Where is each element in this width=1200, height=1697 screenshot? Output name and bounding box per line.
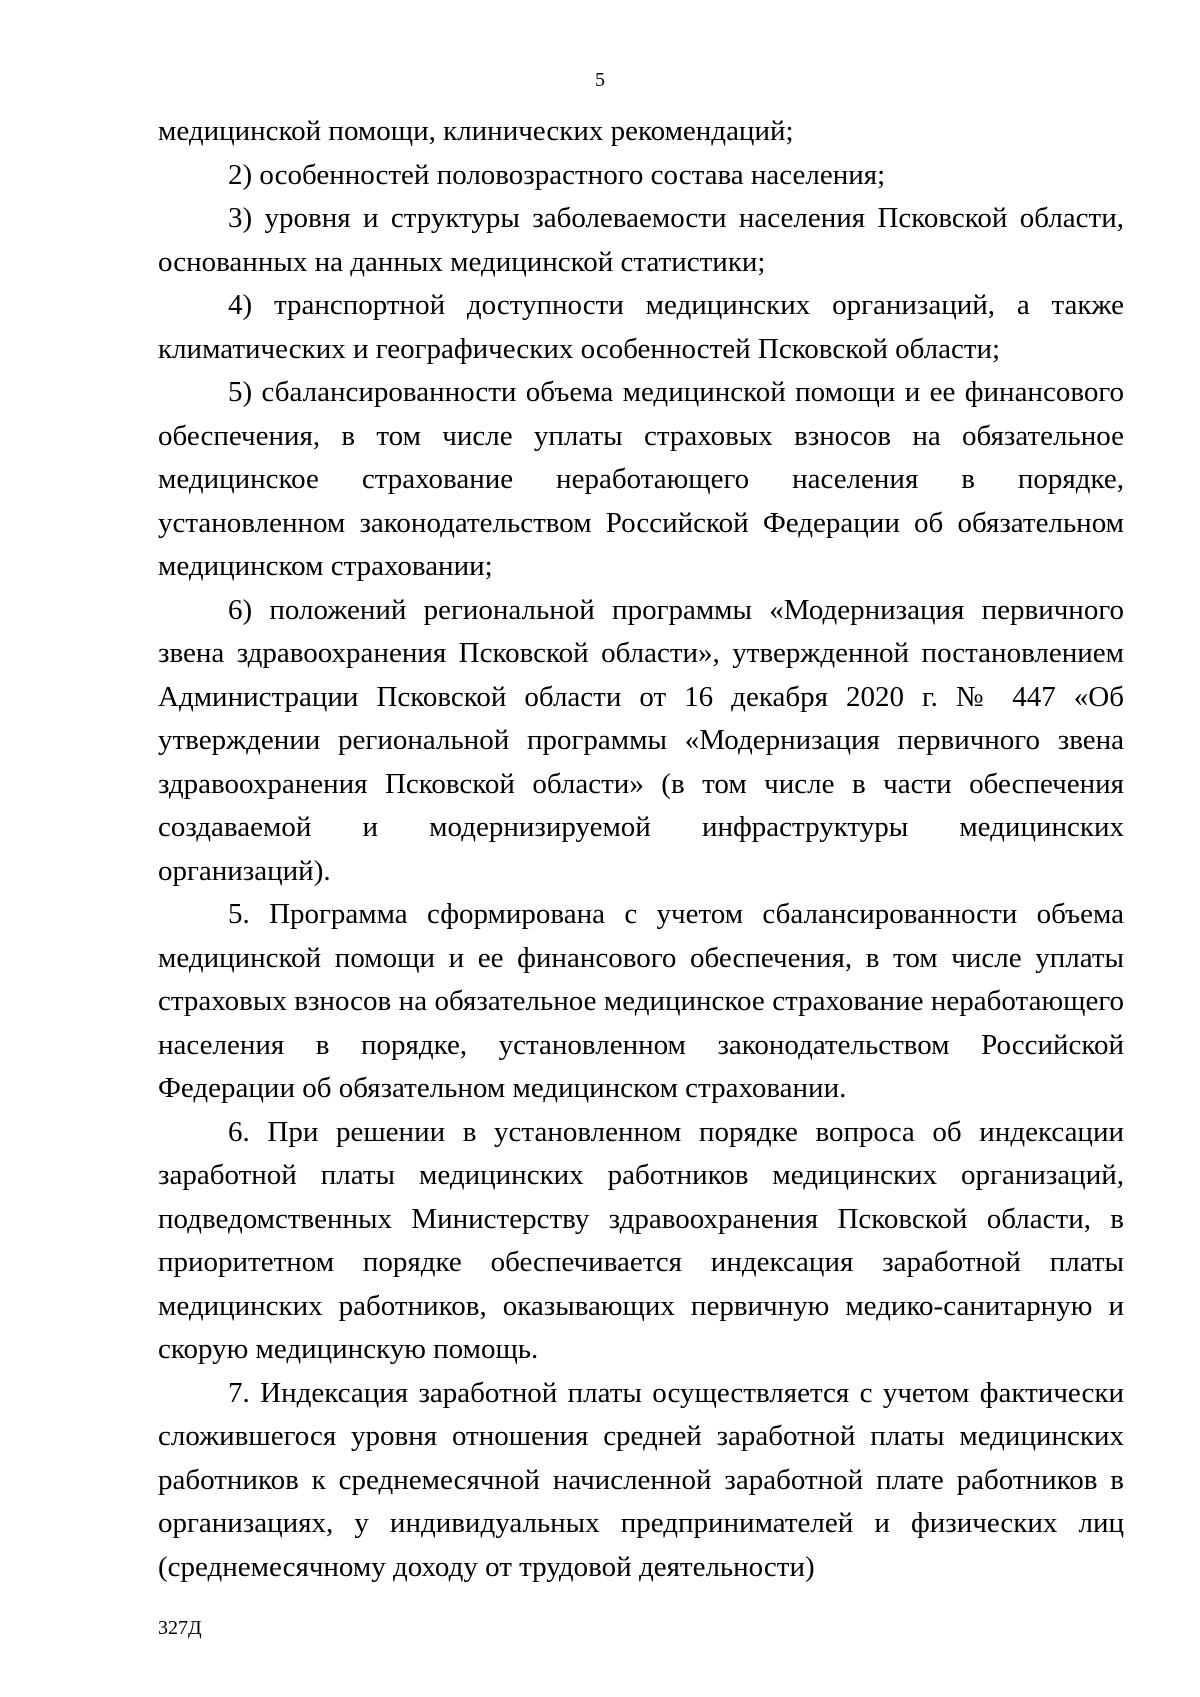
list-item-6: 6) положений региональной программы «Модернизация первичного звена здравоохранения Псковской области», утвержденной постановлением Администрации Псковской области от 16 декабря 2020 г. № 447 «Об утверждении региональной программы «Модернизация первичного звена здравоохранения Псковской области» (в том числе в части обеспечения создаваемой и модернизируемой инфраструктуры медицинских организаций).	[158, 593, 1124, 887]
clause-6: 6. При решении в установленном порядке вопроса об индексации заработной платы медицинских работников медицинских организаций, подведомственных Министерству здравоохранения Псковской области, в приоритетном порядке обеспечивается индексация заработной платы медицинских работников, оказывающих первичную медико-санитарную и скорую медицинскую помощь.	[158, 1115, 1124, 1365]
document-code: 327Д	[158, 1617, 202, 1639]
list-item-4: 4) транспортной доступности медицинских организаций, а также климатических и географических особенностей Псковской области;	[158, 289, 1124, 365]
paragraph-continuation: медицинской помощи, клинических рекомендаций;	[158, 115, 794, 147]
document-body	[158, 110, 1124, 1589]
page-number: 5	[595, 69, 605, 91]
list-item-3: 3) уровня и структуры заболеваемости населения Псковской области, основанных на данных медицинской статистики;	[158, 202, 1124, 278]
list-item-5: 5) сбалансированности объема медицинской помощи и ее финансового обеспечения, в том числе уплаты страховых взносов на обязательное медицинское страхование неработающего населения в порядке, установленном законодательством Российской Федерации об обязательном медицинском страховании;	[158, 376, 1124, 582]
clause-5: 5. Программа сформирована с учетом сбалансированности объема медицинской помощи и ее финансового обеспечения, в том числе уплаты страховых взносов на обязательное медицинское страхование неработающего населения в порядке, установленном законодательством Российской Федерации об обязательном медицинском страховании.	[158, 898, 1124, 1104]
list-item-2: 2) особенностей половозрастного состава населения;	[228, 158, 886, 191]
clause-7: 7. Индексация заработной платы осуществляется с учетом фактически сложившегося уровня отношения средней заработной платы медицинских работников к среднемесячной начисленной заработной плате работников в организациях, у индивидуальных предпринимателей и физических лиц (среднемесячному доходу от трудовой деятельности)	[158, 1376, 1124, 1583]
